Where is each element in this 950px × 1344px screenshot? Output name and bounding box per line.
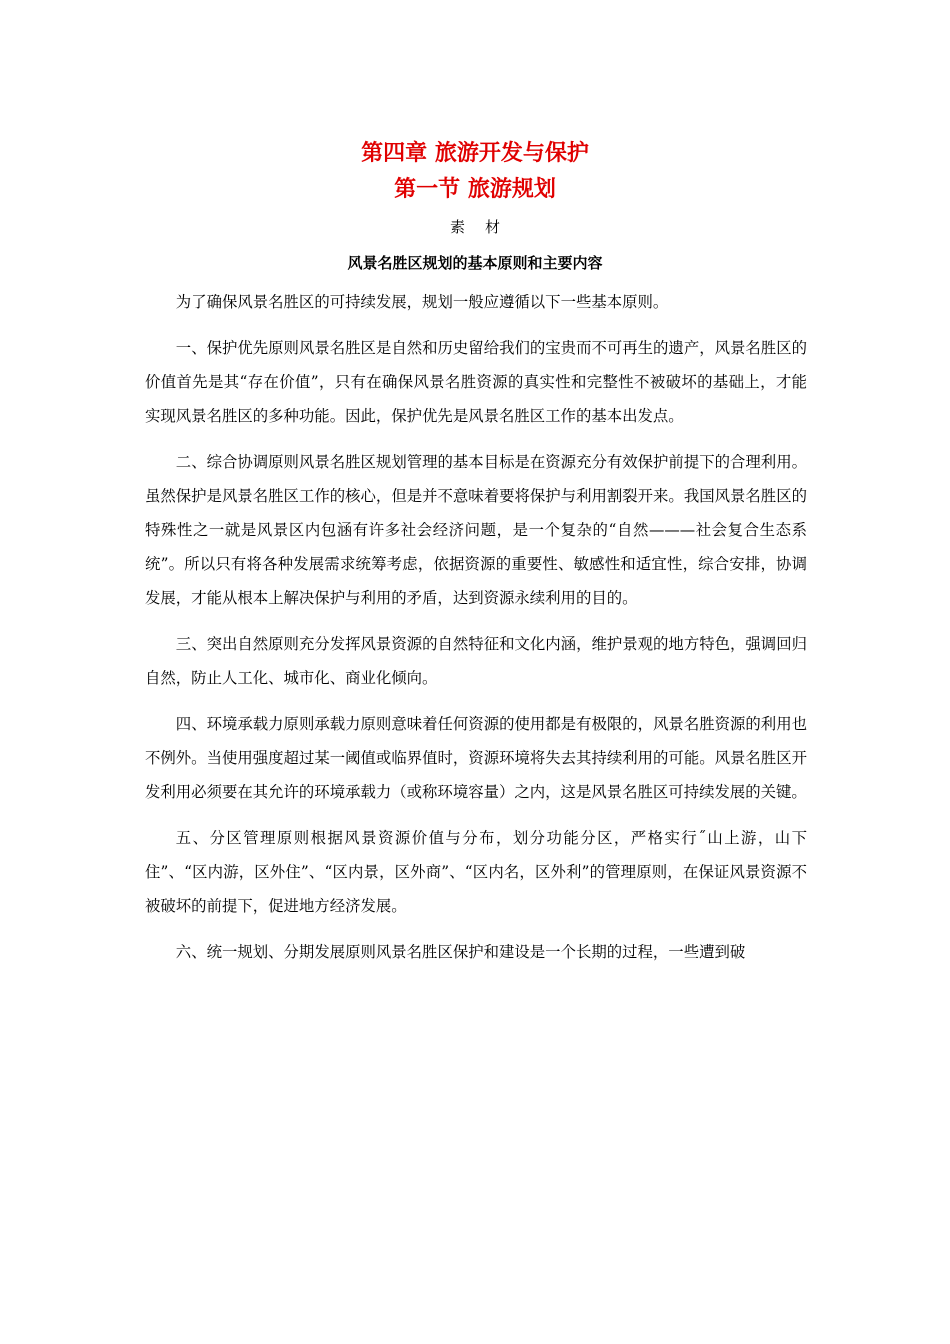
paragraph-principle-5: 五、分区管理原则根据风景资源价值与分布，划分功能分区，严格实行˝山上游，山下住”、“区内游，区外住”、“区内景，区外商”、“区内名，区外利”的管理原则，在保证风景资源不被破坏的前提下，促进地方经济发展。 (145, 829, 807, 915)
material-label: 素材 (449, 218, 520, 236)
article-body (145, 285, 807, 981)
paragraph-principle-6: 六、统一规划、分期发展原则风景名胜区保护和建设是一个长期的过程，一些遭到破 (175, 943, 746, 961)
paragraph-principle-3: 三、突出自然原则充分发挥风景资源的自然特征和文化内涵，维护景观的地方特色，强调回归自然，防止人工化、城市化、商业化倾向。 (145, 635, 807, 687)
paragraph-principle-4: 四、环境承载力原则承载力原则意味着任何资源的使用都是有极限的，风景名胜资源的利用也不例外。当使用强度超过某一阈值或临界值时，资源环境将失去其持续利用的可能。风景名胜区开发利用必须要在其允许的环境承载力（或称环境容量）之内，这是风景名胜区可持续发展的关键。 (145, 715, 807, 801)
paragraph-intro: 为了确保风景名胜区的可持续发展，规划一般应遵循以下一些基本原则。 (175, 293, 669, 311)
chapter-title: 第四章 旅游开发与保护 (361, 141, 589, 166)
paragraph-principle-2: 二、综合协调原则风景名胜区规划管理的基本目标是在资源充分有效保护前提下的合理利用。虽然保护是风景名胜区工作的核心，但是并不意味着要将保护与利用割裂开来。我国风景名胜区的特殊性之一就是风景区内包涵有许多社会经济问题，是一个复杂的“自然———社会复合生态系统”。所以只有将各种发展需求统筹考虑，依据资源的重要性、敏感性和适宜性，综合安排，协调发展，才能从根本上解决保护与利用的矛盾，达到资源永续利用的目的。 (145, 453, 807, 607)
paragraph-principle-1: 一、保护优先原则风景名胜区是自然和历史留给我们的宝贵而不可再生的遗产，风景名胜区的价值首先是其“存在价值”，只有在确保风景名胜资源的真实性和完整性不被破坏的基础上，才能实现风景名胜区的多种功能。因此，保护优先是风景名胜区工作的基本出发点。 (145, 339, 807, 425)
article-heading: 风景名胜区规划的基本原则和主要内容 (347, 254, 603, 272)
section-title: 第一节 旅游规划 (394, 177, 556, 202)
